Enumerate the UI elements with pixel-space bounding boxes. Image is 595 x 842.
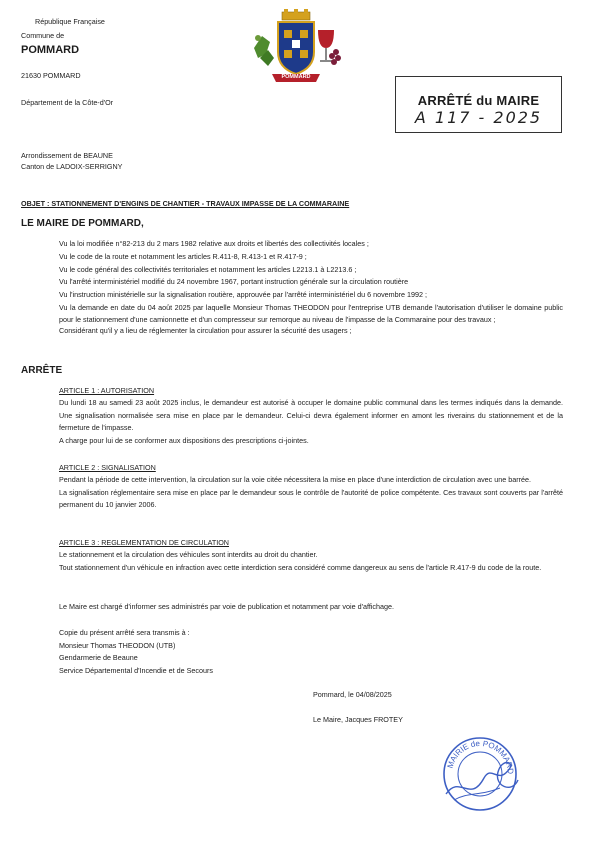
commune-de-label: Commune de [21, 31, 65, 40]
maire-heading: LE MAIRE DE POMMARD, [21, 218, 144, 229]
pommard-coat-of-arms-icon [248, 8, 344, 84]
considerant-item: Considérant qu'il y a lieu de réglementer la circulation pour assurer la sécurité des usagers ; [59, 326, 352, 336]
logo-ribbon-text: POMMARD [281, 74, 311, 80]
objet-line: OBJET : STATIONNEMENT D'ENGINS DE CHANTIER - TRAVAUX IMPASSE DE LA COMMARAINE [21, 199, 350, 208]
vu-list [59, 238, 563, 338]
republic-label: République Française [35, 17, 105, 26]
arrete-title-box [395, 76, 562, 133]
copy-recipient: Service Départemental d'Incendie et de Secours [59, 665, 213, 675]
signatory: Le Maire, Jacques FROTEY [313, 715, 403, 724]
vu-item: Vu l'arrêté interministériel modifié du 24 novembre 1967, portant instruction générale sur la circulation routière [59, 277, 409, 287]
article-3 [59, 537, 563, 574]
article-title: ARTICLE 1 : AUTORISATION [59, 386, 155, 395]
arrete-title: ARRÊTÉ du MAIRE [417, 93, 540, 108]
vu-item: Vu le code général des collectivités territoriales et notamment les articles L2213.1 à L2213.6 ; [59, 264, 357, 274]
department-label: Département de la Côte-d'Or [21, 98, 114, 107]
svg-text:MAIRIE de POMMARD [446, 739, 516, 775]
article-text: Le stationnement et la circulation des véhicules sont interdits au droit du chantier. [59, 550, 318, 560]
copies-block [59, 627, 213, 677]
commune-name: POMMARD [21, 44, 80, 56]
article-text: Pendant la période de cette intervention, la circulation sur la voie citée nécessitera la mise en place d'une interdiction de circulation avec une barrée. [59, 475, 532, 485]
article-1 [59, 385, 563, 447]
charge-line: Le Maire est chargé d'informer ses administrés par voie de publication et notamment par voie d'affichage. [59, 602, 395, 611]
article-2 [59, 462, 563, 512]
arrondissement-label: Arrondissement de BEAUNE [21, 151, 113, 160]
article-title: ARTICLE 2 : SIGNALISATION [59, 463, 156, 472]
vu-item: Vu l'instruction ministérielle sur la signalisation routière, approuvée par l'arrêté interministériel du 6 novembre 1992 ; [59, 290, 428, 300]
copy-recipient: Monsieur Thomas THEODON (UTB) [59, 640, 176, 650]
article-text: Du lundi 18 au samedi 23 août 2025 inclus, le demandeur est autorisé à occuper le domaine public communal dans les termes indiqués dans la demande. Une signalisation normalisée sera mise en place par le demandeur. Celui-ci devra également informer en amont les riverains du stationnement et de la fermeture de l'impasse. [59, 398, 563, 433]
canton-label: Canton de LADOIX-SERRIGNY [21, 162, 123, 171]
vu-item: Vu la loi modifiée n°82-213 du 2 mars 1982 relative aux droits et libertés des collectivités locales ; [59, 239, 369, 248]
article-text: A charge pour lui de se conformer aux dispositions des prescriptions ci-jointes. [59, 435, 309, 445]
vu-item: Vu la demande en date du 04 août 2025 par laquelle Monsieur Thomas THEODON pour l'entreprise UTB demande l'autorisation d'utiliser le domaine public pour le stationnement d'une camionnette et d'un compresseur sur remorque au niveau de l'impasse de la Commaraine pour des travaux ; [59, 302, 563, 324]
copies-intro: Copie du présent arrêté sera transmis à : [59, 628, 190, 637]
postal-address: 21630 POMMARD [21, 71, 81, 80]
vu-item: Vu le code de la route et notamment les articles R.411-8, R.413-1 et R.417-9 ; [59, 251, 307, 261]
place-date: Pommard, le 04/08/2025 [313, 690, 392, 699]
arrete-number: A 117 - 2025 [414, 108, 543, 127]
article-title: ARTICLE 3 : REGLEMENTATION DE CIRCULATION [59, 538, 229, 547]
article-text: Tout stationnement d'un véhicule en infraction avec cette interdiction sera considéré comme dangereux au sens de l'article R.417-9 du code de la route. [59, 562, 542, 572]
arrete-heading: ARRÊTE [21, 365, 63, 376]
stamp-text: MAIRIE de POMMARD [445, 738, 516, 775]
mairie-stamp [440, 734, 520, 814]
copy-recipient: Gendarmerie de Beaune [59, 653, 138, 663]
article-text: La signalisation réglementaire sera mise en place par le demandeur sous le contrôle de l'autorité de police compétente. Ces travaux sont couverts par l'arrêté permanent du 10 janvier 2006. [59, 487, 563, 510]
